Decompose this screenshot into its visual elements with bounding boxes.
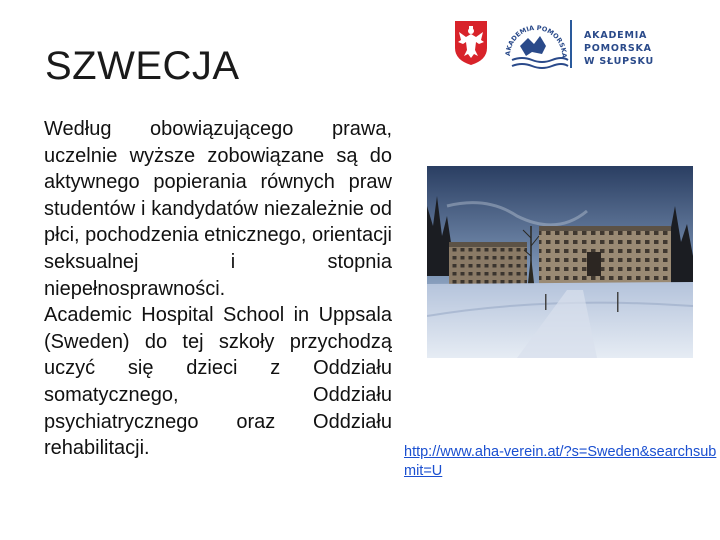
paragraph-law: Według obowiązującego prawa, uczelnie wyższe zobowiązane są do aktywnego popierania równych praw studentów i kandydatów niezależnie od płci, pochodzenia etnicznego, orientacji seksualnej i stopnia niepełnosprawności. (44, 118, 392, 300)
source-link[interactable]: http://www.aha-verein.at/?s=Sweden&searchsubmit=U (404, 444, 717, 479)
hospital-photo (427, 166, 693, 358)
polish-eagle-icon (454, 20, 488, 66)
logo-separator (570, 20, 572, 68)
header-logos (448, 14, 708, 74)
hospital-buildings-image (427, 166, 693, 358)
paragraph-hospital-school: Academic Hospital School in Uppsala (Sweden) do tej szkoły przychodzą uczyć się dzieci z Oddziału somatycznego, Oddziału psychiatrycznego oraz Oddziału rehabilitacji. (44, 304, 392, 460)
svg-text:AKADEMIA POMORSKA: AKADEMIA POMORSKA (503, 23, 569, 59)
academy-name-line2: W SŁUPSKU (584, 56, 655, 67)
slide-title: SZWECJA (45, 44, 240, 88)
academy-name-line1: AKADEMIA POMORSKA (584, 30, 652, 54)
slide-body (44, 116, 392, 462)
academy-name (584, 29, 708, 68)
